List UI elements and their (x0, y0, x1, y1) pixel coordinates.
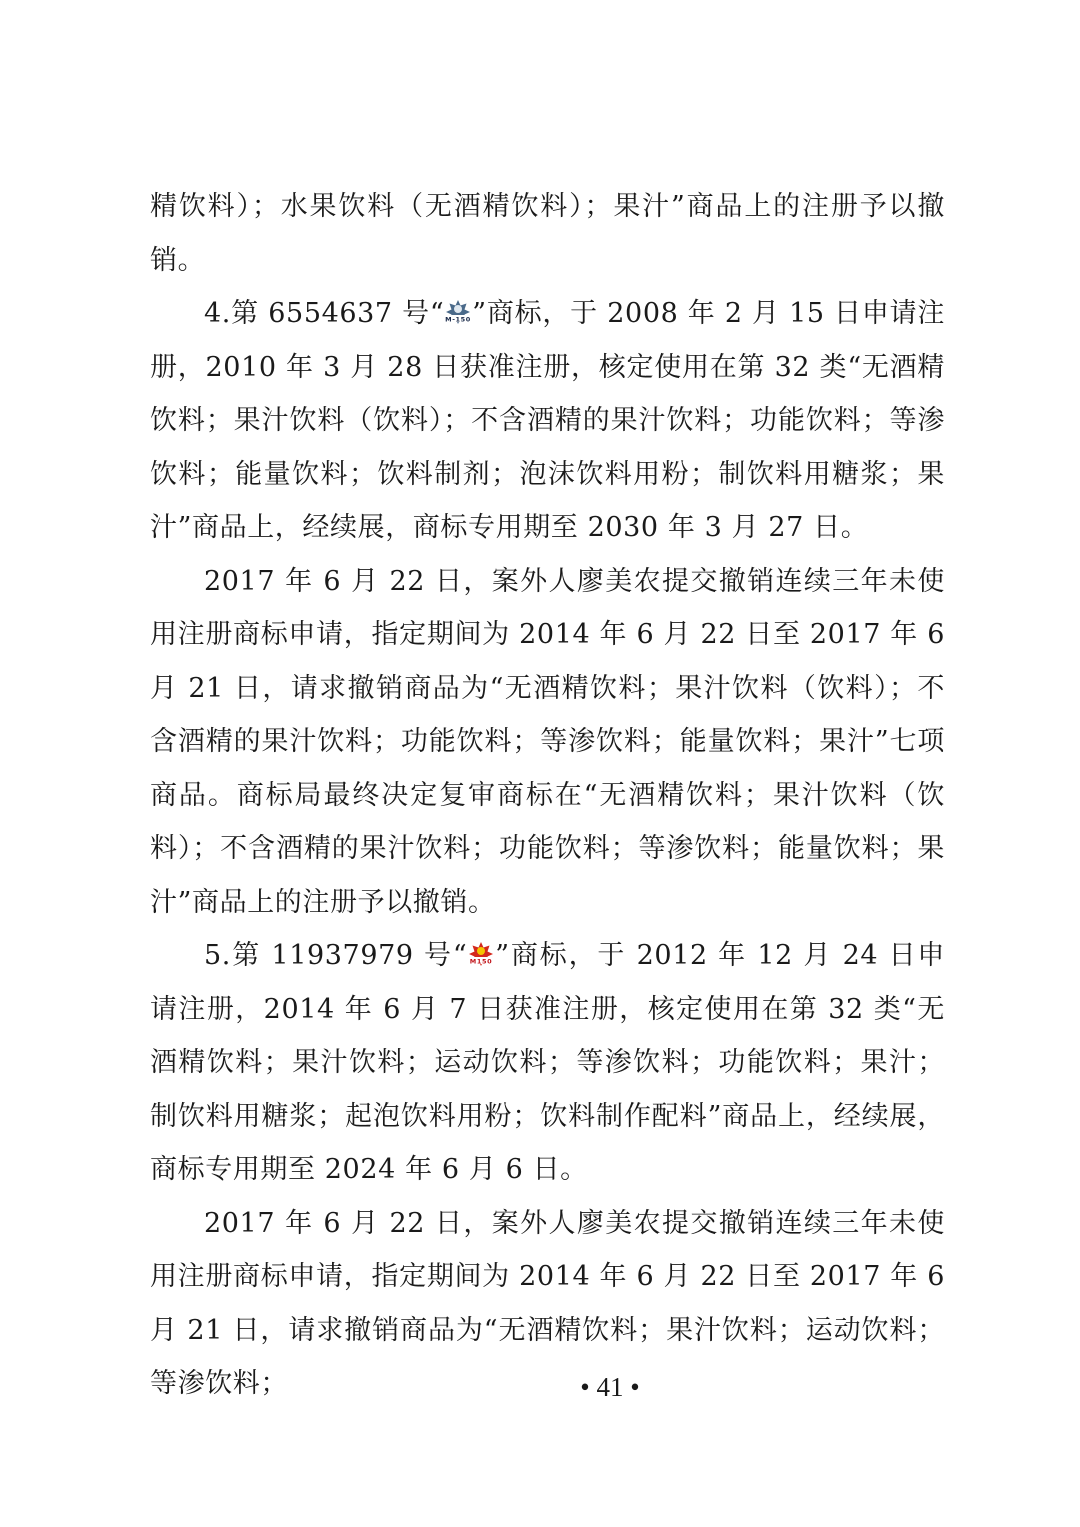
paragraph-item-4 (150, 287, 945, 555)
m150-red-logo-text: M150 (470, 957, 493, 966)
paragraph-continuation: 精饮料）；水果饮料（无酒精饮料）；果汁”商品上的注册予以撤销。 (150, 191, 945, 276)
paragraph-item-5 (150, 929, 945, 1197)
paragraph-revocation-2: 2017 年 6 月 22 日，案外人廖美农提交撤销连续三年未使用注册商标申请，指定期间为 2014 年 6 月 22 日至 2017 年 6 月 21 日，请求撤销商品为“无酒精饮料；果汁饮料；运动饮料；等渗饮料； (150, 1207, 945, 1399)
m150-blue-logo-text: M-150 (445, 315, 472, 324)
item-4-lead: 4.第 6554637 号“ (204, 298, 445, 329)
paragraph-revocation-1: 2017 年 6 月 22 日，案外人廖美农提交撤销连续三年未使用注册商标申请，指定期间为 2014 年 6 月 22 日至 2017 年 6 月 21 日，请求撤销商品为“无酒精饮料；果汁饮料（饮料）；不含酒精的果汁饮料；功能饮料；等渗饮料；能量饮料；果汁”七项商品。商标局最终决定复审商标在“无酒精饮料；果汁饮料（饮料）；不含酒精的果汁饮料；功能饮料；等渗饮料；能量饮料；果汁”商品上的注册予以撤销。 (150, 565, 945, 918)
m150-red-logo-icon (468, 941, 494, 967)
item-4-body: ”商标，于 2008 年 2 月 15 日申请注册，2010 年 3 月 28 日获准注册，核定使用在第 32 类“无酒精饮料；果汁饮料（饮料）；不含酒精的果汁饮料；功能饮料；等渗饮料；能量饮料；饮料制剂；泡沫饮料用粉；制饮料用糖浆；果汁”商品上，经续展，商标专用期至 2030 年 3 月 27 日。 (150, 298, 945, 543)
page-number: • 41 • (580, 1372, 640, 1402)
m150-blue-logo-icon (445, 299, 471, 325)
item-5-body: ”商标，于 2012 年 12 月 24 日申请注册，2014 年 6 月 7 日获准注册，核定使用在第 32 类“无酒精饮料；果汁饮料；运动饮料；等渗饮料；功能饮料；果汁；制饮料用糖浆；起泡饮料用粉；饮料制作配料”商品上，经续展，商标专用期至 2024 年 6 月 6 日。 (150, 940, 945, 1185)
item-5-lead: 5.第 11937979 号“ (204, 940, 468, 971)
document-body (150, 180, 945, 1411)
